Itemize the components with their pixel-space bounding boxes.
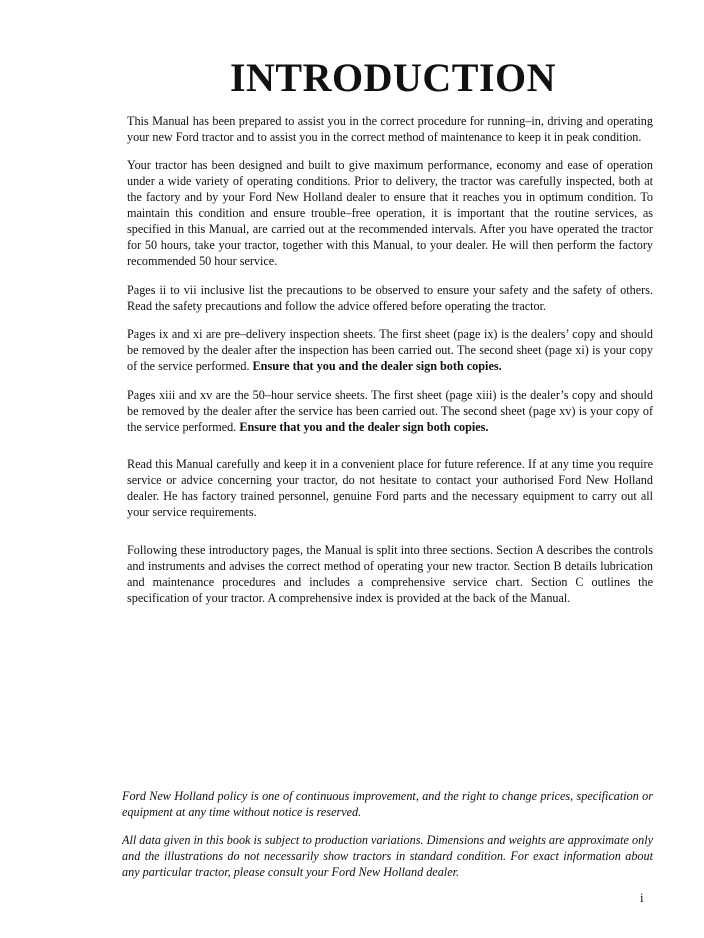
intro-paragraph-3 [127,282,653,314]
intro-paragraph-7 [127,542,653,606]
intro-paragraph-1 [127,113,653,145]
intro-paragraph-4 [127,326,653,374]
paragraph-text: Pages ix and xi are pre–delivery inspection sheets. The first sheet (page ix) is the dealers’ copy and should be removed by the dealer after the inspection has been carried out. The second sheet (page xi) is your copy of the service performed. [127,327,653,373]
paragraph-text: This Manual has been prepared to assist you in the correct procedure for running–in, driving and operating your new Ford tractor and to assist you in the correct method of maintenance to keep it in peak condition. [127,114,653,144]
intro-paragraph-6 [127,456,653,520]
page-number: i [640,890,644,905]
intro-paragraph-2 [127,157,653,269]
paragraph-text: Following these introductory pages, the Manual is split into three sections. Section A describes the controls and instruments and advises the correct method of operating your new tractor. Section B details lubrication and maintenance procedures and includes a comprehensive service chart. Section C outlines the specification of your tractor. A comprehensive index is provided at the back of the Manual. [127,543,653,605]
paragraph-emphasis: Ensure that you and the dealer sign both copies. [239,420,489,434]
paragraph-emphasis: Ensure that you and the dealer sign both copies. [252,359,502,373]
policy-footnote: Ford New Holland policy is one of continuous improvement, and the right to change prices, specification or equipment at any time without notice is reserved. [122,789,653,819]
paragraph-text: Your tractor has been designed and built to give maximum performance, economy and ease of operation under a wide variety of operating conditions. Prior to delivery, the tractor was carefully inspected, both at the factory and by your Ford New Holland dealer to ensure that it reaches you in optimum condition. To maintain this condition and ensure trouble–free operation, it is important that the routine services, as specified in this Manual, are carried out at the recommended intervals. After you have operated the tractor for 50 hours, take your tractor, together with this Manual, to your dealer. He will then perform the factory recommended 50 hour service. [127,158,653,268]
paragraph-text: Pages xiii and xv are the 50–hour service sheets. The first sheet (page xiii) is the dealer’s copy and should be removed by the dealer after the service has been carried out. The second sheet (page xv) is your copy of the service performed. [127,388,653,434]
page-title: INTRODUCTION [229,55,557,100]
data-disclaimer-footnote: All data given in this book is subject to production variations. Dimensions and weights are approximate only and the illustrations do not necessarily show tractors in standard condition. For exact information about any particular tractor, please consult your Ford New Holland dealer. [122,833,653,879]
intro-paragraph-5 [127,387,653,435]
paragraph-text: Read this Manual carefully and keep it in a convenient place for future reference. If at any time you require service or advice concerning your tractor, do not hesitate to contact your authorised Ford New Holland dealer. He has factory trained personnel, genuine Ford parts and the necessary equipment to carry out all your service requirements. [127,457,653,519]
paragraph-text: Pages ii to vii inclusive list the precautions to be observed to ensure your safety and the safety of others. Read the safety precautions and follow the advice offered before operating the tractor. [127,283,653,313]
